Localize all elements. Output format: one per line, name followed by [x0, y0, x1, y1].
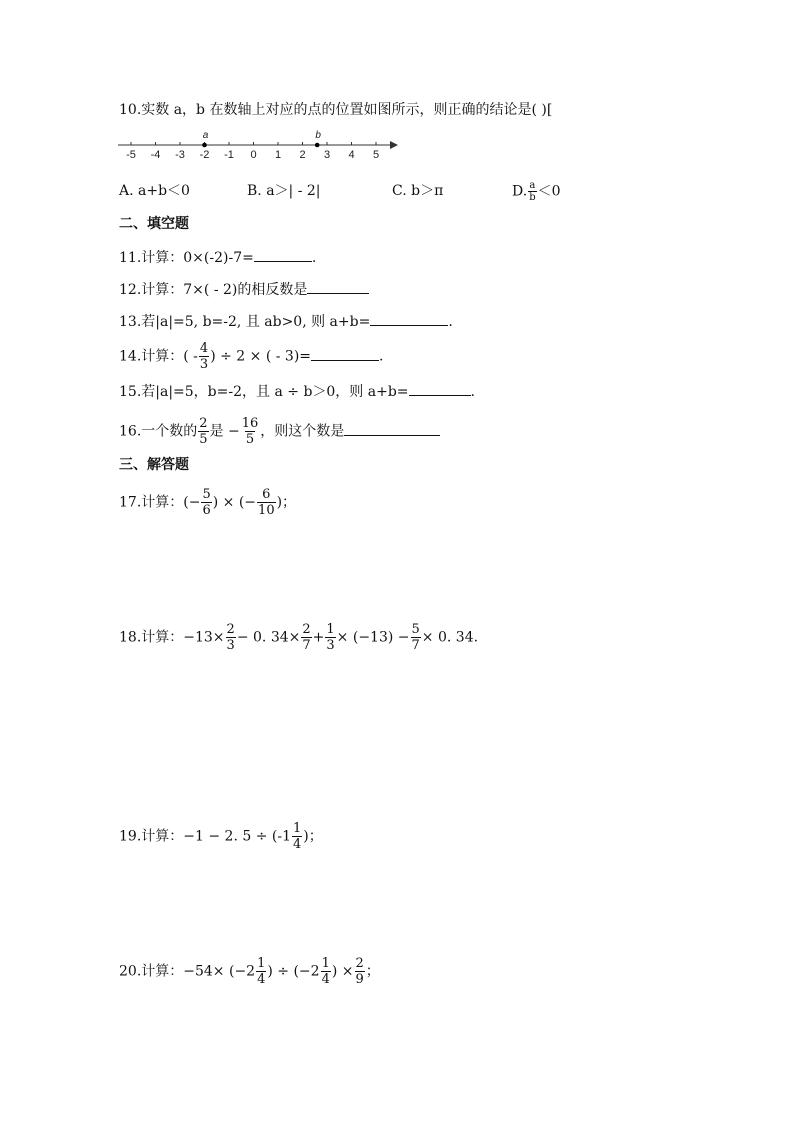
option-a: [119, 180, 190, 200]
answer-blank[interactable]: [311, 346, 379, 361]
fraction-numerator: 2: [355, 956, 364, 971]
question-16-fraction-1: [198, 416, 208, 447]
question-15: [119, 381, 475, 402]
question-18-fraction-4: [411, 622, 421, 653]
fraction-denominator: 3: [226, 638, 235, 653]
question-18-part-3: × (−13) −: [336, 629, 410, 646]
question-12: [119, 279, 369, 300]
question-18-fraction-3: [325, 622, 335, 653]
question-17: [119, 487, 296, 518]
question-18-prefix: 18.计算：−13×: [119, 629, 225, 646]
fraction-numerator: 2: [199, 416, 208, 431]
question-16-suffix: ，则这个数是: [260, 423, 345, 440]
point-a-label: a: [202, 130, 209, 141]
question-18: [119, 622, 478, 653]
fraction-denominator: 7: [411, 638, 420, 653]
question-11-end: .: [311, 250, 317, 266]
fraction-numerator: 5: [202, 487, 211, 502]
fraction-denominator: b: [529, 192, 536, 203]
answer-blank[interactable]: [409, 381, 471, 396]
question-19: [119, 821, 323, 852]
question-14-end: .: [379, 348, 384, 365]
question-11: [119, 247, 316, 268]
fraction-numerator: 1: [321, 956, 330, 971]
fraction-denominator: 9: [355, 972, 364, 987]
fraction-numerator: 2: [302, 622, 311, 637]
point-b-label: b: [315, 130, 321, 141]
number-line-tick-label: -2: [199, 149, 210, 161]
question-16-fraction-2: [241, 416, 260, 447]
fraction-numerator: 1: [292, 821, 302, 836]
number-line-tick-label: 0: [250, 149, 257, 161]
question-13: [119, 311, 453, 332]
question-15-end: .: [470, 384, 475, 400]
option-d: [512, 180, 561, 203]
question-10: [119, 100, 552, 120]
question-20-suffix: ；: [365, 963, 380, 980]
question-18-fraction-2: [301, 622, 311, 653]
question-18-part-1: − 0. 34×: [236, 629, 301, 646]
question-16-prefix: 16.一个数的: [119, 423, 198, 440]
question-14: [119, 341, 383, 372]
fraction-denominator: 10: [258, 503, 275, 518]
section-2-heading: 二、填空题: [119, 216, 189, 232]
number-line-tick-label: 5: [372, 149, 380, 161]
question-19-fraction: [292, 821, 302, 852]
answer-blank[interactable]: [254, 247, 312, 262]
point-b-dot: [315, 143, 320, 148]
number-line-tick-label: -4: [150, 149, 161, 161]
question-17-middle: ) × (−: [212, 494, 257, 511]
fraction-denominator: 3: [326, 638, 335, 653]
number-line-arrow: [390, 141, 398, 149]
question-18-fraction-1: [226, 622, 236, 653]
fraction-numerator: a: [529, 180, 536, 191]
answer-blank[interactable]: [370, 311, 448, 326]
number-line-tick-label: -1: [224, 149, 234, 161]
question-17-suffix: )；: [276, 494, 297, 511]
question-13-end: .: [448, 314, 453, 330]
question-14-fraction: [199, 341, 209, 372]
question-20-middle: ) ÷ (−2: [267, 963, 320, 980]
option-c: [392, 180, 443, 200]
question-20-fraction-3: [355, 956, 365, 987]
number-line-tick-label: 1: [274, 149, 282, 161]
fraction-denominator: 4: [321, 972, 330, 987]
fraction-numerator: 16: [241, 416, 259, 431]
fraction-numerator: 5: [411, 622, 420, 637]
question-19-suffix: )；: [303, 828, 323, 845]
question-16: [119, 416, 440, 447]
fraction-numerator: 6: [262, 487, 271, 502]
option-d-suffix: ＜0: [537, 183, 561, 200]
fraction-denominator: 4: [257, 972, 266, 987]
fraction-numerator: 1: [326, 622, 335, 637]
question-17-prefix: 17.计算：(−: [119, 494, 201, 511]
question-16-middle: 是 −: [209, 423, 240, 440]
question-19-prefix: 19.计算：−1 − 2. 5 ÷ (-1: [119, 828, 291, 845]
fraction-denominator: 3: [199, 357, 209, 372]
fraction-numerator: 2: [226, 622, 235, 637]
number-line: [118, 128, 408, 162]
option-a-text: A. a+b＜0: [119, 183, 190, 199]
question-20-middle-2: ) ×: [331, 963, 354, 980]
number-line-tick-label: 3: [323, 149, 331, 161]
answer-blank[interactable]: [344, 421, 440, 436]
question-15-text: 15.若|a|=5，b=-2，且 a ÷ b＞0，则 a+b=: [119, 384, 409, 400]
answer-blank[interactable]: [307, 279, 369, 294]
question-20-fraction-1: [256, 956, 266, 987]
question-17-fraction-1: [201, 487, 211, 518]
fraction-numerator: 4: [199, 341, 209, 356]
question-20: [119, 956, 380, 987]
number-line-tick-label: -5: [126, 149, 136, 161]
section-3-heading: 三、解答题: [119, 457, 189, 473]
question-11-text: 11.计算：0×(-2)-7=: [119, 250, 254, 266]
option-d-fraction: [528, 180, 536, 203]
number-line-tick-label: 4: [348, 149, 355, 161]
question-12-text: 12.计算：7×( - 2)的相反数是: [119, 282, 308, 298]
option-b: [247, 180, 321, 200]
fraction-denominator: 6: [202, 503, 211, 518]
option-d-prefix: D.: [512, 183, 528, 200]
fraction-denominator: 7: [302, 638, 311, 653]
question-14-prefix: 14.计算：( -: [119, 348, 198, 365]
option-c-text: C. b＞π: [392, 183, 444, 199]
number-line-tick-label: -3: [175, 149, 185, 161]
question-18-suffix: × 0. 34.: [421, 629, 479, 646]
fraction-denominator: 4: [292, 837, 302, 852]
question-18-part-2: +: [312, 629, 325, 646]
fraction-numerator: 1: [257, 956, 266, 971]
question-10-text: 10.实数 a，b 在数轴上对应的点的位置如图所示，则正确的结论是( )[: [119, 102, 553, 118]
question-13-text: 13.若|a|=5, b=-2, 且 ab>0, 则 a+b=: [119, 314, 371, 330]
point-a-dot: [202, 143, 207, 148]
fraction-denominator: 5: [245, 432, 255, 447]
question-20-prefix: 20.计算：−54× (−2: [119, 963, 256, 980]
question-17-fraction-2: [257, 487, 276, 518]
option-b-text: B. a＞| - 2|: [247, 183, 321, 199]
question-20-fraction-2: [321, 956, 331, 987]
fraction-denominator: 5: [199, 432, 208, 447]
number-line-tick-label: 2: [299, 149, 306, 161]
question-14-expression: ) ÷ 2 × ( - 3)=: [210, 348, 312, 365]
